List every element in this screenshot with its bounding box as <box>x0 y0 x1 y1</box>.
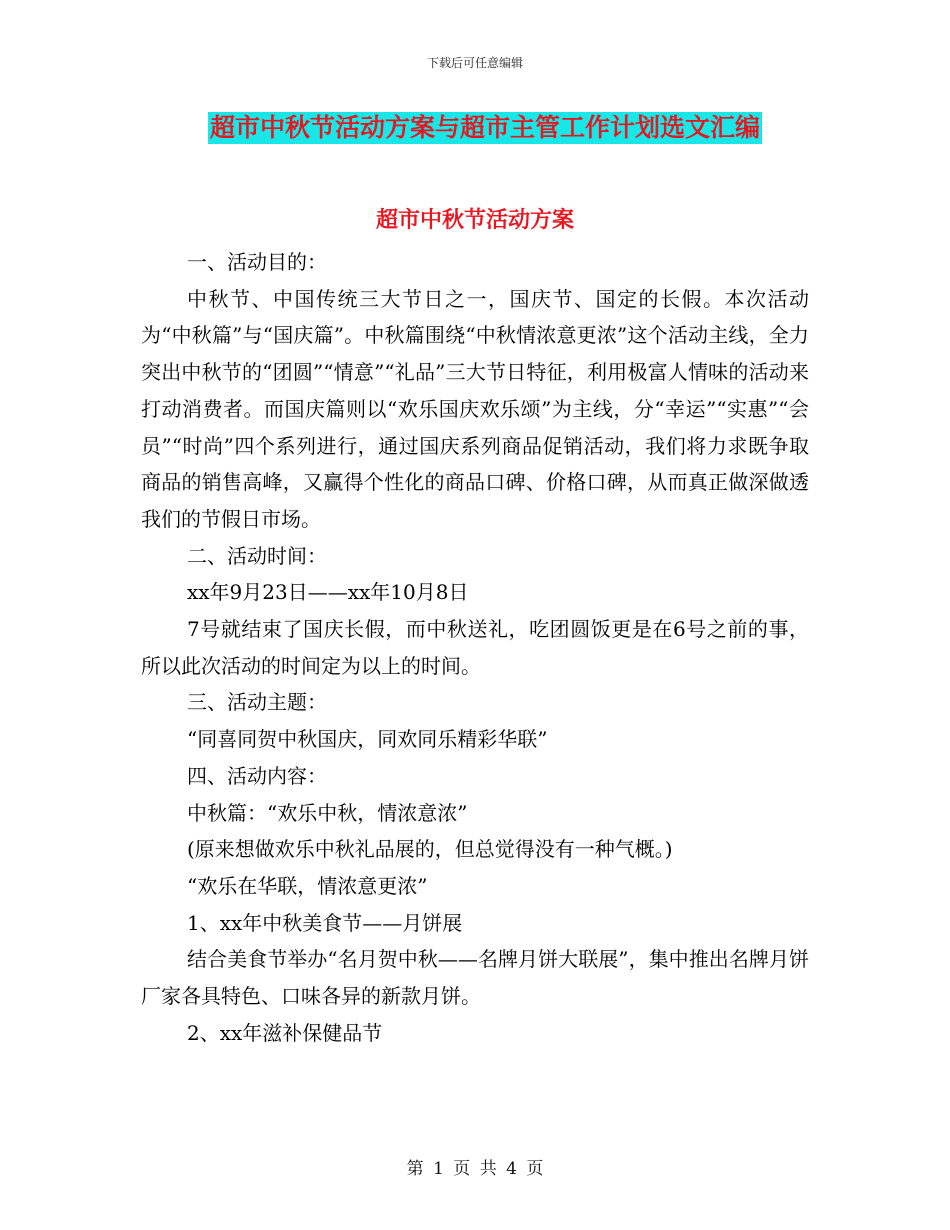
document-body <box>141 244 809 1051</box>
paragraph-item-2: 2、xx年滋补保健品节 <box>187 1020 383 1045</box>
paragraph-heading-time: 二、活动时间： <box>187 543 327 568</box>
paragraph-heading-purpose: 一、活动目的： <box>187 250 327 274</box>
paragraph-slogan: “欢乐在华联，情浓意更浓” <box>187 873 428 898</box>
section-title: 超市中秋节活动方案 <box>375 208 574 233</box>
paragraph-time-reason: 7号就结束了国庆长假，而中秋送礼，吃团圆饭更是在6号之前的事，所以此次活动的时间定为以上的时间。 <box>141 617 809 678</box>
document-title: 超市中秋节活动方案与超市主管工作计划选文汇编 <box>210 113 761 142</box>
paragraph-aside: (原来想做欢乐中秋礼品展的，但总觉得没有一种气概。) <box>187 837 673 862</box>
page-number: 第 1 页 共 4 页 <box>406 1159 544 1179</box>
page-header-note: 下载后可任意编辑 <box>426 56 523 70</box>
paragraph-mid-autumn: 中秋篇：“欢乐中秋，情浓意浓” <box>187 800 468 825</box>
paragraph-item-1: 1、xx年中秋美食节——月饼展 <box>187 910 463 935</box>
paragraph-date-range: xx年9月23日——xx年10月8日 <box>187 580 469 605</box>
paragraph-purpose: 中秋节、中国传统三大节日之一，国庆节、国定的长假。本次活动为“中秋篇”与“国庆篇”。中秋篇围绕“中秋情浓意更浓”这个活动主线，全力突出中秋节的“团圆”“情意”“礼品”三大节日特征，利用极富人情味的活动来打动消费者。而国庆篇则以“欢乐国庆欢乐颂”为主线，分“幸运”“实惠”“会员”“时尚”四个系列进行，通过国庆系列商品促销活动，我们将力求既争取商品的销售高峰，又赢得个性化的商品口碑、价格口碑，从而真正做深做透我们的节假日市场。 <box>141 286 809 531</box>
paragraph-heading-content: 四、活动内容： <box>187 763 327 788</box>
paragraph-theme: “同喜同贺中秋国庆，同欢同乐精彩华联” <box>187 727 548 752</box>
paragraph-item-1-detail: 结合美食节举办“名月贺中秋——名牌月饼大联展”，集中推出名牌月饼厂家各具特色、口味各异的新款月饼。 <box>141 947 809 1009</box>
paragraph-heading-theme: 三、活动主题： <box>187 690 327 715</box>
